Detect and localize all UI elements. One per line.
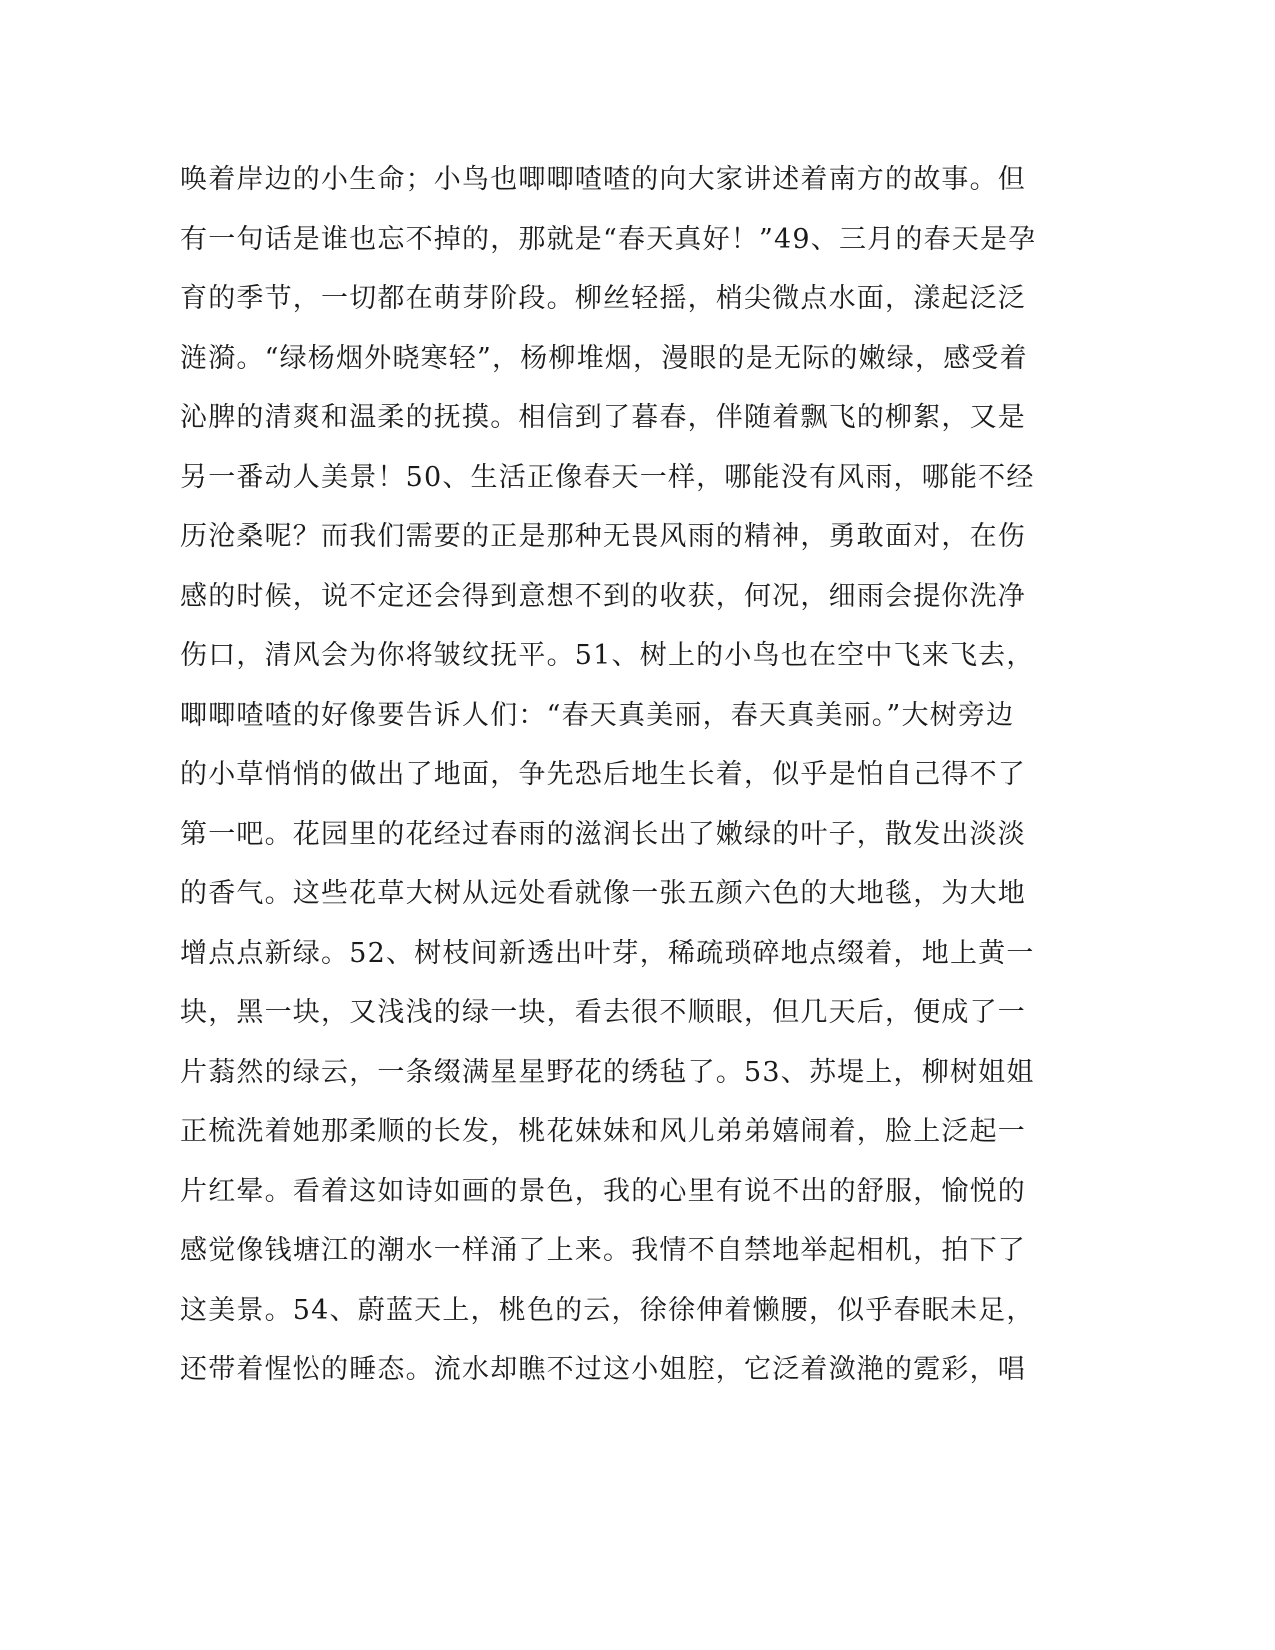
text-line: 感的时候，说不定还会得到意想不到的收获，何况，细雨会提你洗净 bbox=[180, 580, 1026, 612]
text-line: 这美景。54、蔚蓝天上，桃色的云，徐徐伸着懒腰，似乎春眠未足， bbox=[180, 1294, 1035, 1326]
text-line: 第一吧。花园里的花经过春雨的滋润长出了嫩绿的叶子，散发出淡淡 bbox=[180, 818, 1026, 850]
body-text bbox=[180, 150, 1140, 1400]
text-line: 感觉像钱塘江的潮水一样涌了上来。我情不自禁地举起相机，拍下了 bbox=[180, 1235, 1026, 1266]
text-line: 的小草悄悄的做出了地面，争先恐后地生长着，似乎是怕自己得不了 bbox=[180, 759, 1026, 790]
text-line: 片蓊然的绿云，一条缀满星星野花的绣毡了。53、苏堤上，柳树姐姐 bbox=[180, 1056, 1035, 1088]
text-line: 唤着岸边的小生命；小鸟也唧唧喳喳的向大家讲述着南方的故事。但 bbox=[180, 164, 1026, 195]
text-line: 另一番动人美景！50、生活正像春天一样，哪能没有风雨，哪能不经 bbox=[180, 461, 1035, 493]
text-line: 还带着惺忪的睡态。流水却瞧不过这小姐腔，它泛着潋滟的霓彩，唱 bbox=[180, 1354, 1026, 1385]
text-line: 沁脾的清爽和温柔的抚摸。相信到了暮春，伴随着飘飞的柳絮，又是 bbox=[180, 402, 1026, 433]
text-line: 的香气。这些花草大树从远处看就像一张五颜六色的大地毯，为大地 bbox=[180, 878, 1026, 909]
text-line: 块，黑一块，又浅浅的绿一块，看去很不顺眼，但几天后，便成了一 bbox=[180, 997, 1026, 1028]
text-line: 涟漪。“绿杨烟外晓寒轻”，杨柳堆烟，漫眼的是无际的嫩绿，感受着 bbox=[180, 342, 1028, 374]
text-line: 增点点新绿。52、树枝间新透出叶芽，稀疏琐碎地点缀着，地上黄一 bbox=[180, 937, 1035, 969]
text-line: 有一句话是谁也忘不掉的，那就是“春天真好！”49、三月的春天是孕 bbox=[180, 223, 1037, 255]
text-line: 育的季节，一切都在萌芽阶段。柳丝轻摇，梢尖微点水面，漾起泛泛 bbox=[180, 283, 1026, 314]
text-line: 正梳洗着她那柔顺的长发，桃花妹妹和风儿弟弟嬉闹着，脸上泛起一 bbox=[180, 1116, 1026, 1147]
text-line: 伤口，清风会为你将皱纹抚平。51、树上的小鸟也在空中飞来飞去， bbox=[180, 640, 1035, 671]
text-line: 历沧桑呢？而我们需要的正是那种无畏风雨的精神，勇敢面对，在伤 bbox=[180, 521, 1026, 552]
text-line: 片红晕。看着这如诗如画的景色，我的心里有说不出的舒服，愉悦的 bbox=[180, 1175, 1026, 1207]
text-line: 唧唧喳喳的好像要告诉人们：“春天真美丽，春天真美丽。”大树旁边 bbox=[180, 699, 1015, 731]
